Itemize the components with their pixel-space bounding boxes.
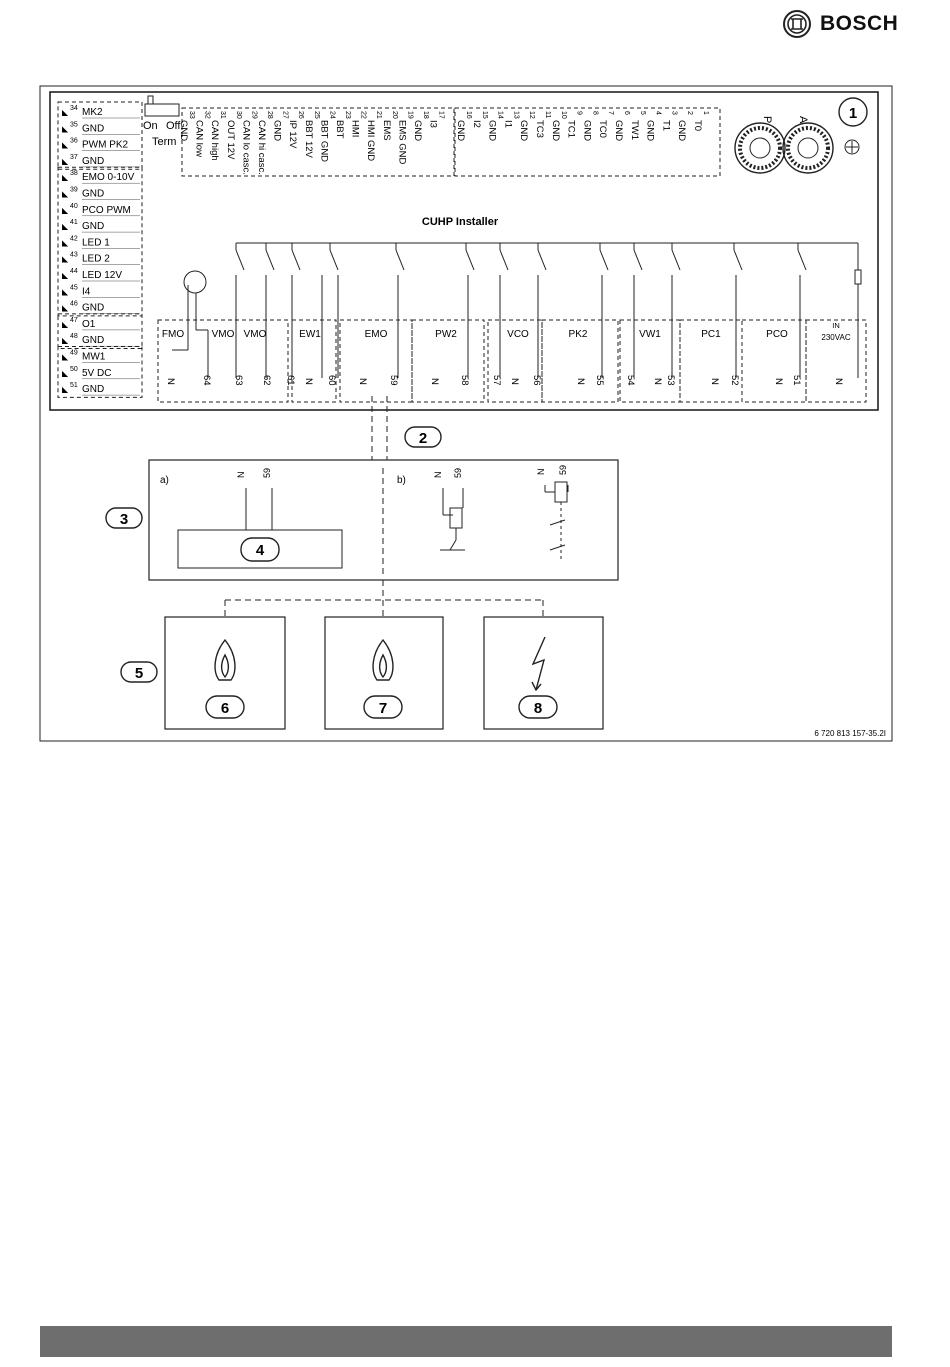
- terminal-label: GND: [178, 120, 189, 142]
- terminal-label: GND: [455, 120, 466, 142]
- terminal-screw-icon: ◣: [62, 368, 69, 378]
- terminal-label: LED 1: [82, 237, 110, 249]
- relay-wiring: [172, 243, 861, 378]
- terminal-label: BBT 12V: [302, 120, 314, 158]
- bottom-terminal-blocks: [158, 320, 866, 402]
- terminal-number: 51: [791, 375, 802, 386]
- terminal-screw-icon: ◣: [62, 124, 69, 134]
- terminal-number: 64: [201, 375, 212, 386]
- terminal-number: 36: [70, 137, 78, 145]
- terminal-screw-icon: ◣: [62, 205, 69, 215]
- terminal-number: 11: [544, 111, 551, 119]
- terminal-label: GND: [412, 120, 423, 142]
- terminal-label: I3: [427, 120, 439, 128]
- terminal-number: 63: [233, 375, 244, 386]
- terminal-n-label: N: [165, 378, 176, 385]
- terminal-label: OUT 12V: [224, 120, 236, 160]
- svg-text:2: 2: [418, 430, 428, 447]
- terminal-label: 5V DC: [82, 367, 112, 379]
- terminal-screw-icon: ◣: [62, 238, 69, 248]
- svg-text:5: 5: [134, 665, 144, 682]
- terminal-label: LED 2: [82, 253, 110, 265]
- terminal-label: GND: [82, 335, 105, 347]
- terminal-number: 49: [70, 349, 78, 357]
- terminal-number: 45: [70, 284, 78, 292]
- terminal-label: CAN lo casc.: [240, 120, 252, 175]
- brand-name: BOSCH: [820, 12, 899, 35]
- terminal-number: 47: [70, 316, 78, 324]
- terminal-number: 55: [594, 375, 605, 386]
- terminal-label: GND: [581, 120, 593, 142]
- terminal-screw-icon: ◣: [62, 336, 69, 346]
- distribution-lines: [225, 580, 543, 617]
- terminal-label: I4: [82, 286, 91, 298]
- terminal-number: 59: [388, 375, 399, 386]
- block-label: PK2: [568, 329, 588, 340]
- terminal-number: 46: [70, 300, 78, 308]
- terminal-number: 42: [70, 235, 78, 243]
- block-label: PW2: [435, 329, 457, 340]
- option-a-59: 59: [262, 467, 272, 478]
- terminal-number: 30: [234, 111, 242, 119]
- terminal-number: 25: [312, 111, 320, 119]
- terminal-label: MK2: [82, 107, 103, 118]
- block-label: FMO: [161, 329, 185, 340]
- terminal-screw-icon: ◣: [62, 352, 69, 362]
- terminal-number: 12: [528, 111, 536, 119]
- terminal-label: GND: [271, 120, 283, 142]
- terminal-number: 52: [729, 375, 740, 386]
- terminal-number: 6: [623, 111, 630, 115]
- svg-text:8: 8: [533, 700, 543, 717]
- terminal-number: 16: [465, 111, 472, 119]
- terminal-n-label: N: [429, 378, 440, 385]
- switch-off-label: Off: [166, 120, 181, 132]
- option-b-label: b): [397, 475, 406, 486]
- option-b-wiring: [440, 482, 568, 560]
- terminal-screw-icon: ◣: [62, 319, 69, 329]
- block-label: EW1: [299, 329, 321, 340]
- terminal-number: 40: [70, 202, 78, 210]
- terminal-number: 41: [70, 219, 78, 227]
- terminal-number: 15: [480, 111, 488, 119]
- terminal-number: 7: [607, 111, 615, 115]
- terminal-label: GND: [644, 120, 656, 142]
- block-label: VMO: [211, 329, 235, 340]
- terminal-number: 62: [261, 375, 272, 386]
- svg-text:3: 3: [119, 511, 129, 528]
- terminal-label: TW1: [628, 120, 640, 141]
- terminal-n-label: N: [509, 378, 520, 385]
- terminal-screw-icon: ◣: [62, 385, 69, 395]
- terminal-label: GND: [82, 384, 105, 396]
- switch-on-label: On: [143, 120, 158, 132]
- terminal-label: TC3: [534, 120, 545, 138]
- terminal-number: 4: [654, 111, 662, 115]
- terminal-number: 37: [70, 153, 78, 161]
- callout-7: [364, 696, 402, 718]
- relay-59: 59: [558, 464, 568, 475]
- terminal-number: 51: [70, 382, 78, 390]
- terminal-label: EMS: [380, 120, 392, 141]
- option-a-n: N: [236, 471, 246, 478]
- terminal-label: LED 12V: [82, 270, 123, 281]
- flame-icon: [373, 640, 393, 680]
- terminal-number: 33: [188, 111, 195, 119]
- terminal-number: 13: [512, 111, 520, 119]
- terminal-label: GND: [486, 120, 498, 142]
- terminal-number: 28: [266, 111, 273, 119]
- terminal-screw-icon: ◣: [62, 271, 69, 280]
- svg-text:6: 6: [220, 700, 230, 717]
- terminal-number: 19: [406, 111, 414, 119]
- terminal-number: 38: [70, 170, 78, 178]
- terminal-number: 10: [559, 111, 567, 119]
- terminal-label: MW1: [82, 351, 106, 363]
- terminal-label: GND: [518, 120, 530, 142]
- terminal-number: 31: [219, 111, 227, 119]
- terminal-label: GND: [82, 221, 105, 233]
- terminal-label: IP 12V: [287, 120, 299, 149]
- option-a-label: a): [160, 475, 169, 486]
- terminal-label: TC1: [565, 120, 577, 138]
- terminal-number: 3: [670, 111, 678, 115]
- callout-6: [206, 696, 244, 718]
- terminal-label: CAN low: [193, 120, 205, 157]
- terminal-label: PWM PK2: [82, 139, 129, 151]
- terminal-label: GND: [82, 123, 105, 135]
- terminal-number: 22: [359, 111, 367, 119]
- callout-1: [839, 98, 867, 126]
- diagram-frame: [40, 86, 892, 741]
- terminal-number: 57: [491, 375, 502, 386]
- terminal-label: I2: [470, 120, 482, 128]
- terminal-label: T0: [692, 120, 703, 132]
- terminal-number: 9: [575, 111, 583, 115]
- terminal-screw-icon: ◣: [62, 222, 69, 232]
- block-label: VW1: [639, 329, 661, 340]
- terminal-label: GND: [613, 120, 624, 142]
- callout-3: [106, 508, 142, 528]
- block-label-in: IN: [832, 321, 840, 330]
- reference-code: 6 720 813 157-35.2I: [814, 729, 886, 738]
- block-label: PCO: [766, 329, 788, 340]
- terminal-number: 44: [70, 268, 78, 275]
- terminal-n-label: N: [652, 378, 663, 385]
- terminal-number: 27: [281, 111, 289, 119]
- terminal-n-label: N: [709, 378, 720, 385]
- terminal-screw-icon: ◣: [62, 108, 69, 117]
- terminal-screw-icon: ◣: [62, 287, 69, 297]
- terminal-label: TC0: [597, 120, 609, 138]
- terminal-screw-icon: ◣: [62, 140, 69, 150]
- relay-n: N: [536, 468, 546, 475]
- block-label: VMO: [243, 329, 267, 340]
- terminal-number: 1: [702, 111, 709, 115]
- callout-4: [241, 538, 279, 561]
- terminal-number: 43: [70, 251, 78, 259]
- terminal-number: 56: [531, 375, 542, 386]
- terminal-number: 23: [344, 111, 351, 119]
- terminal-number: 61: [285, 375, 296, 386]
- terminal-label: GND: [676, 120, 688, 142]
- terminal-n-label: N: [773, 378, 784, 385]
- terminal-screw-icon: ◣: [62, 254, 69, 264]
- block-label: PC1: [701, 329, 721, 340]
- terminal-number: 18: [422, 111, 429, 119]
- terminal-number: 29: [250, 111, 258, 119]
- terminal-number: 14: [496, 111, 504, 119]
- svg-text:1: 1: [848, 105, 858, 122]
- terminal-number: 24: [328, 111, 336, 119]
- svg-text:4: 4: [255, 542, 265, 559]
- terminal-screw-icon: ◣: [62, 189, 69, 199]
- rotary-a-label: A: [797, 116, 809, 124]
- terminal-label: I1: [502, 120, 514, 128]
- terminal-label: HMI GND: [365, 120, 377, 162]
- terminal-label: CAN high: [209, 120, 221, 161]
- terminal-number: 26: [297, 111, 305, 119]
- terminal-number: 5: [638, 111, 646, 115]
- lightning-icon: [532, 637, 545, 690]
- terminal-number: 60: [326, 375, 337, 386]
- terminal-screw-icon: ◣: [62, 303, 69, 313]
- terminal-label: O1: [82, 318, 96, 330]
- terminal-number: 39: [70, 186, 78, 194]
- option-b-n: N: [433, 471, 443, 478]
- terminal-label: HMI: [349, 120, 361, 138]
- left-terminal-column: [58, 102, 142, 397]
- terminal-label: EMO 0-10V: [82, 172, 135, 184]
- terminal-number: 32: [203, 111, 211, 119]
- termination-switch: [143, 96, 181, 148]
- terminal-number: 35: [70, 121, 78, 129]
- terminal-label: BBT GND: [318, 120, 330, 163]
- terminal-number: 53: [665, 375, 676, 386]
- block-label-230vac: 230VAC: [821, 333, 851, 342]
- terminal-number: 8: [591, 111, 599, 115]
- callout-5: [121, 662, 157, 682]
- terminal-n-label: N: [575, 378, 586, 385]
- terminal-number: 54: [625, 375, 636, 386]
- terminal-label: GND: [549, 120, 561, 142]
- terminal-number: 50: [70, 365, 78, 373]
- terminal-number: 17: [437, 111, 445, 119]
- terminal-screw-icon: ◣: [62, 173, 69, 183]
- connection-2: [372, 396, 387, 460]
- terminal-number: 2: [686, 111, 694, 115]
- terminal-number: 58: [459, 375, 470, 386]
- callout-8: [519, 696, 557, 718]
- terminal-label: GND: [82, 188, 105, 200]
- terminal-number: 21: [375, 111, 383, 119]
- terminal-label: EMS GND: [396, 120, 408, 165]
- terminal-label: GND: [82, 155, 105, 167]
- terminal-number: 20: [390, 111, 398, 119]
- terminal-screw-icon: ◣: [62, 156, 69, 166]
- block-label: VCO: [507, 329, 529, 340]
- terminal-n-label: N: [357, 378, 368, 385]
- terminal-n-label: N: [833, 378, 844, 385]
- rotary-switches: [735, 116, 859, 173]
- footer-bar: [40, 1326, 892, 1357]
- rotary-p-label: P: [761, 116, 773, 124]
- terminal-label: BBT: [334, 120, 345, 139]
- terminal-label: T1: [660, 120, 672, 132]
- terminal-number: 48: [70, 333, 78, 341]
- flame-icon: [215, 640, 235, 680]
- switch-term-label: Term: [152, 136, 177, 148]
- svg-text:7: 7: [378, 700, 388, 717]
- terminal-label: GND: [82, 302, 105, 314]
- terminal-label: CAN hi casc.: [256, 120, 267, 175]
- block-label: EMO: [364, 329, 388, 340]
- terminal-label: PCO PWM: [82, 204, 131, 216]
- board-title: CUHP Installer: [421, 216, 499, 228]
- terminal-n-label: N: [303, 378, 314, 385]
- top-terminal-strip: [178, 108, 720, 176]
- callout-2: [405, 427, 441, 447]
- terminal-number: 34: [70, 105, 78, 112]
- option-b-59: 59: [453, 467, 463, 478]
